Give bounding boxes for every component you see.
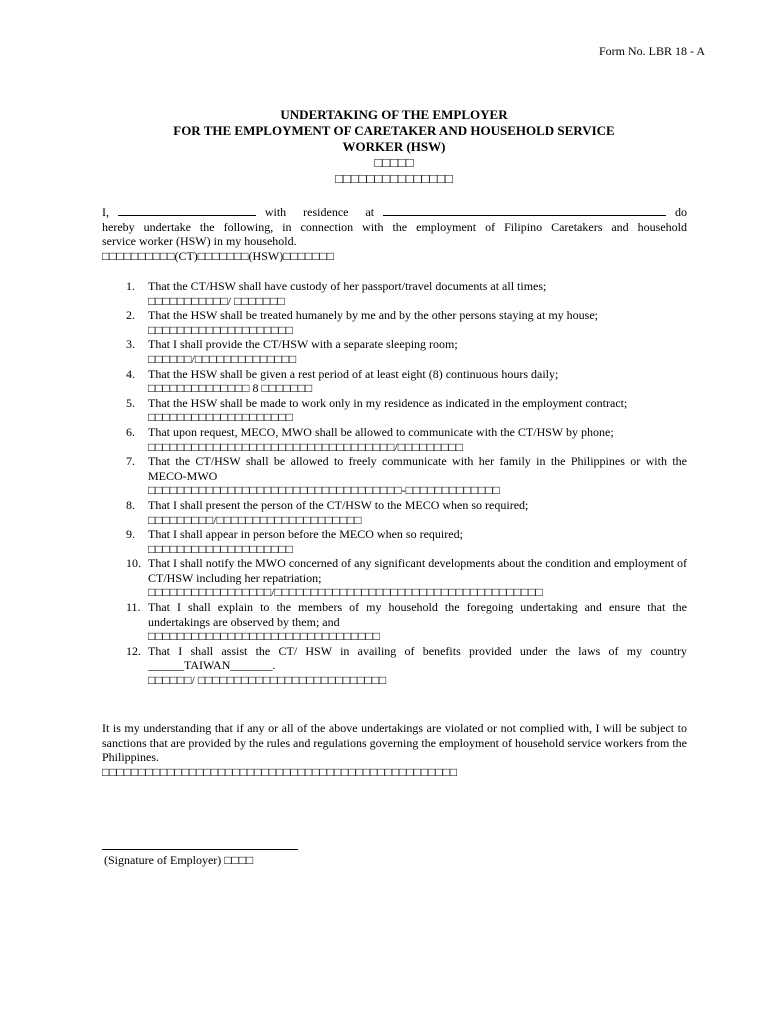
item-cjk-text: □□□□□□□□□□□□□□□□□□□□ <box>148 541 293 556</box>
item-body <box>148 498 687 527</box>
item-body <box>148 367 687 396</box>
item-body <box>148 454 687 498</box>
signature-label: (Signature of Employer) □□□□ <box>104 853 254 867</box>
item-text: That the CT/HSW shall have custody of her passport/travel documents at all times; <box>148 279 547 293</box>
list-item <box>102 556 687 600</box>
item-text: That I shall provide the CT/HSW with a separate sleeping room; <box>148 337 458 352</box>
item-text: That the HSW shall be given a rest period of at least eight (8) continuous hours daily; <box>148 366 559 381</box>
title-line-3: WORKER (HSW) <box>342 139 446 154</box>
item-text: That I shall assist the CT/ HSW in availing of benefits provided under the laws of my country ______TAIWAN_______. <box>148 643 687 673</box>
item-body <box>148 644 687 688</box>
item-text: That I shall present the person of the CT/HSW to the MECO when so required; <box>148 497 529 512</box>
list-item <box>102 337 687 366</box>
item-number <box>102 396 148 425</box>
list-item <box>102 644 687 688</box>
list-item <box>102 454 687 498</box>
item-number-label: 11. <box>126 600 141 615</box>
closing-cjk: □□□□□□□□□□□□□□□□□□□□□□□□□□□□□□□□□□□□□□□□□□□□□□□□□ <box>102 764 458 779</box>
item-cjk-text: □□□□□□□□□/□□□□□□□□□□□□□□□□□□□□ <box>148 512 362 527</box>
title-line-2: FOR THE EMPLOYMENT OF CARETAKER AND HOUSEHOLD SERVICE <box>173 123 615 138</box>
intro-residence-label: with residence at <box>264 205 375 219</box>
item-body <box>148 600 687 644</box>
item-number-label: 9. <box>126 527 135 542</box>
item-number <box>102 337 148 366</box>
item-number-label: 4. <box>126 366 135 381</box>
item-number-label: 7. <box>126 454 135 469</box>
employer-name-blank[interactable] <box>118 204 256 216</box>
title-cjk-2: □□□□□□□□□□□□□□□ <box>335 171 453 186</box>
signature-line[interactable] <box>102 849 298 850</box>
list-item <box>102 425 687 454</box>
item-text: That I shall explain to the members of my household the foregoing undertaking and ensure that the undertakings are observed by them; and <box>148 600 687 629</box>
list-item <box>102 367 687 396</box>
item-number <box>102 367 148 396</box>
item-number <box>102 600 148 644</box>
item-number <box>102 556 148 600</box>
item-text: That I shall notify the MWO concerned of any significant developments about the condition and employment of CT/HSW including her repatriation; <box>148 556 687 585</box>
item-body <box>148 527 687 556</box>
intro-paragraph <box>102 204 687 263</box>
title-line-1: UNDERTAKING OF THE EMPLOYER <box>280 107 508 122</box>
item-number <box>102 498 148 527</box>
item-cjk-text: □□□□□□□□□□□□□□□□□□□□□□□□□□□□□□□□□□/□□□□□□□□□ <box>148 439 463 454</box>
item-body <box>148 425 687 454</box>
closing-paragraph <box>102 721 687 779</box>
intro-line-1 <box>102 204 687 220</box>
item-number-label: 6. <box>126 424 135 439</box>
item-body <box>148 556 687 600</box>
item-text: That upon request, MECO, MWO shall be allowed to communicate with the CT/HSW by phone; <box>148 424 614 439</box>
list-item <box>102 600 687 644</box>
list-item <box>102 279 687 308</box>
intro-i: I, <box>102 205 109 219</box>
list-item <box>102 308 687 337</box>
item-number <box>102 425 148 454</box>
list-item <box>102 396 687 425</box>
item-number-label: 3. <box>126 337 135 352</box>
item-text: That the CT/HSW shall be allowed to freely communicate with her family in the Philippines or with the MECO-MWO <box>148 454 687 483</box>
item-text: That the HSW shall be made to work only in my residence as indicated in the employment contract; <box>148 395 628 410</box>
item-cjk-text: □□□□□□□□□□□□□□ 8 □□□□□□□ <box>148 381 313 396</box>
item-cjk-text: □□□□□□□□□□□□□□□□□□□□ <box>148 322 293 337</box>
closing-text: It is my understanding that if any or all of the above undertakings are violated or not complied with, I will be subject to sanctions that are provided by the rules and regulations governing the employment of household service workers from the Philippines. <box>102 721 687 765</box>
item-number <box>102 644 148 688</box>
item-cjk-text: □□□□□□□□□□□/ □□□□□□□ <box>148 293 285 308</box>
list-item <box>102 498 687 527</box>
item-number-label: 10. <box>126 556 141 571</box>
item-number <box>102 308 148 337</box>
item-number-label: 2. <box>126 308 135 323</box>
item-body <box>148 279 687 308</box>
item-body <box>148 337 687 366</box>
intro-line-2: hereby undertake the following, in connection with the employment of Filipino Caretakers and household <box>102 219 687 234</box>
item-number-label: 1. <box>126 279 135 293</box>
item-cjk-text: □□□□□□□□□□□□□□□□□/□□□□□□□□□□□□□□□□□□□□□□□□□□□□□□□□□□□□□ <box>148 585 543 600</box>
item-number <box>102 527 148 556</box>
item-number <box>102 279 148 308</box>
item-cjk-text: □□□□□□/□□□□□□□□□□□□□□ <box>148 351 297 366</box>
form-number: Form No. LBR 18 - A <box>598 44 705 58</box>
item-cjk-text: □□□□□□/ □□□□□□□□□□□□□□□□□□□□□□□□□□ <box>148 673 387 688</box>
item-number-label: 8. <box>126 497 135 512</box>
item-cjk-text: □□□□□□□□□□□□□□□□□□□□□□□□□□□□□□□□ <box>148 629 380 644</box>
item-number-label: 12. <box>126 643 141 658</box>
item-text: That the HSW shall be treated humanely by me and by the other persons staying at my house; <box>148 308 599 323</box>
item-number-label: 5. <box>126 395 135 410</box>
list-item <box>102 527 687 556</box>
residence-blank[interactable] <box>383 204 666 216</box>
document-title <box>100 107 688 187</box>
intro-line-3: service worker (HSW) in my household. <box>102 234 297 249</box>
title-cjk-1: □□□□□ <box>374 155 414 170</box>
item-cjk-text: □□□□□□□□□□□□□□□□□□□□ <box>148 410 293 425</box>
intro-do: do <box>675 205 687 219</box>
undertakings-list <box>102 279 687 688</box>
intro-cjk: □□□□□□□□□□(CT)□□□□□□□(HSW)□□□□□□□ <box>102 248 334 263</box>
item-body <box>148 396 687 425</box>
item-number <box>102 454 148 498</box>
item-cjk-text: □□□□□□□□□□□□□□□□□□□□□□□□□□□□□□□□□□□-□□□□□□□□□□□□□ <box>148 483 500 498</box>
item-body <box>148 308 687 337</box>
item-text: That I shall appear in person before the MECO when so required; <box>148 527 463 542</box>
